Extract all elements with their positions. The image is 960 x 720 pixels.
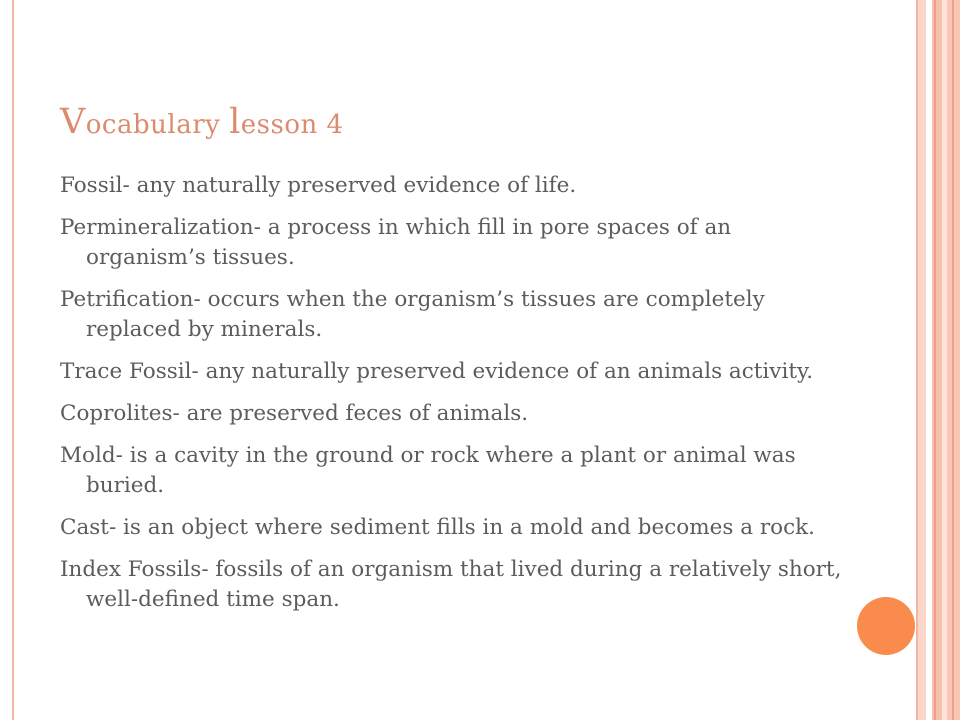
- title-rest-l: esson 4: [240, 110, 344, 140]
- term-cast: Cast- is an object where sediment fills in a mold and becomes a rock.: [60, 515, 815, 540]
- accent-circle: [857, 597, 915, 655]
- term-fossil: Fossil- any naturally preserved evidence of life.: [60, 173, 577, 198]
- title-initial-v: V: [60, 102, 86, 142]
- vocabulary-list: [60, 171, 850, 627]
- term-permineralization: Permineralization- a process in which fill in pore spaces of an organism’s tissues.: [60, 215, 732, 270]
- term-coprolites: Coprolites- are preserved feces of animals.: [60, 401, 529, 426]
- decorative-stripe: [918, 0, 926, 720]
- term-index-fossils: Index Fossils- fossils of an organism that lived during a relatively short, well-defined time span.: [60, 557, 842, 612]
- title-rest-v: ocabulary: [85, 110, 230, 140]
- term-trace-fossil: Trace Fossil- any naturally preserved evidence of an animals activity.: [60, 359, 814, 384]
- decorative-stripe: [952, 0, 954, 720]
- term-mold: Mold- is a cavity in the ground or rock where a plant or animal was buried.: [60, 443, 796, 498]
- slide-title: [60, 102, 344, 142]
- term-petrification: Petrification- occurs when the organism’s tissues are completely replaced by minerals.: [60, 287, 765, 342]
- title-initial-l: l: [229, 102, 241, 142]
- decorative-stripe: [934, 0, 936, 720]
